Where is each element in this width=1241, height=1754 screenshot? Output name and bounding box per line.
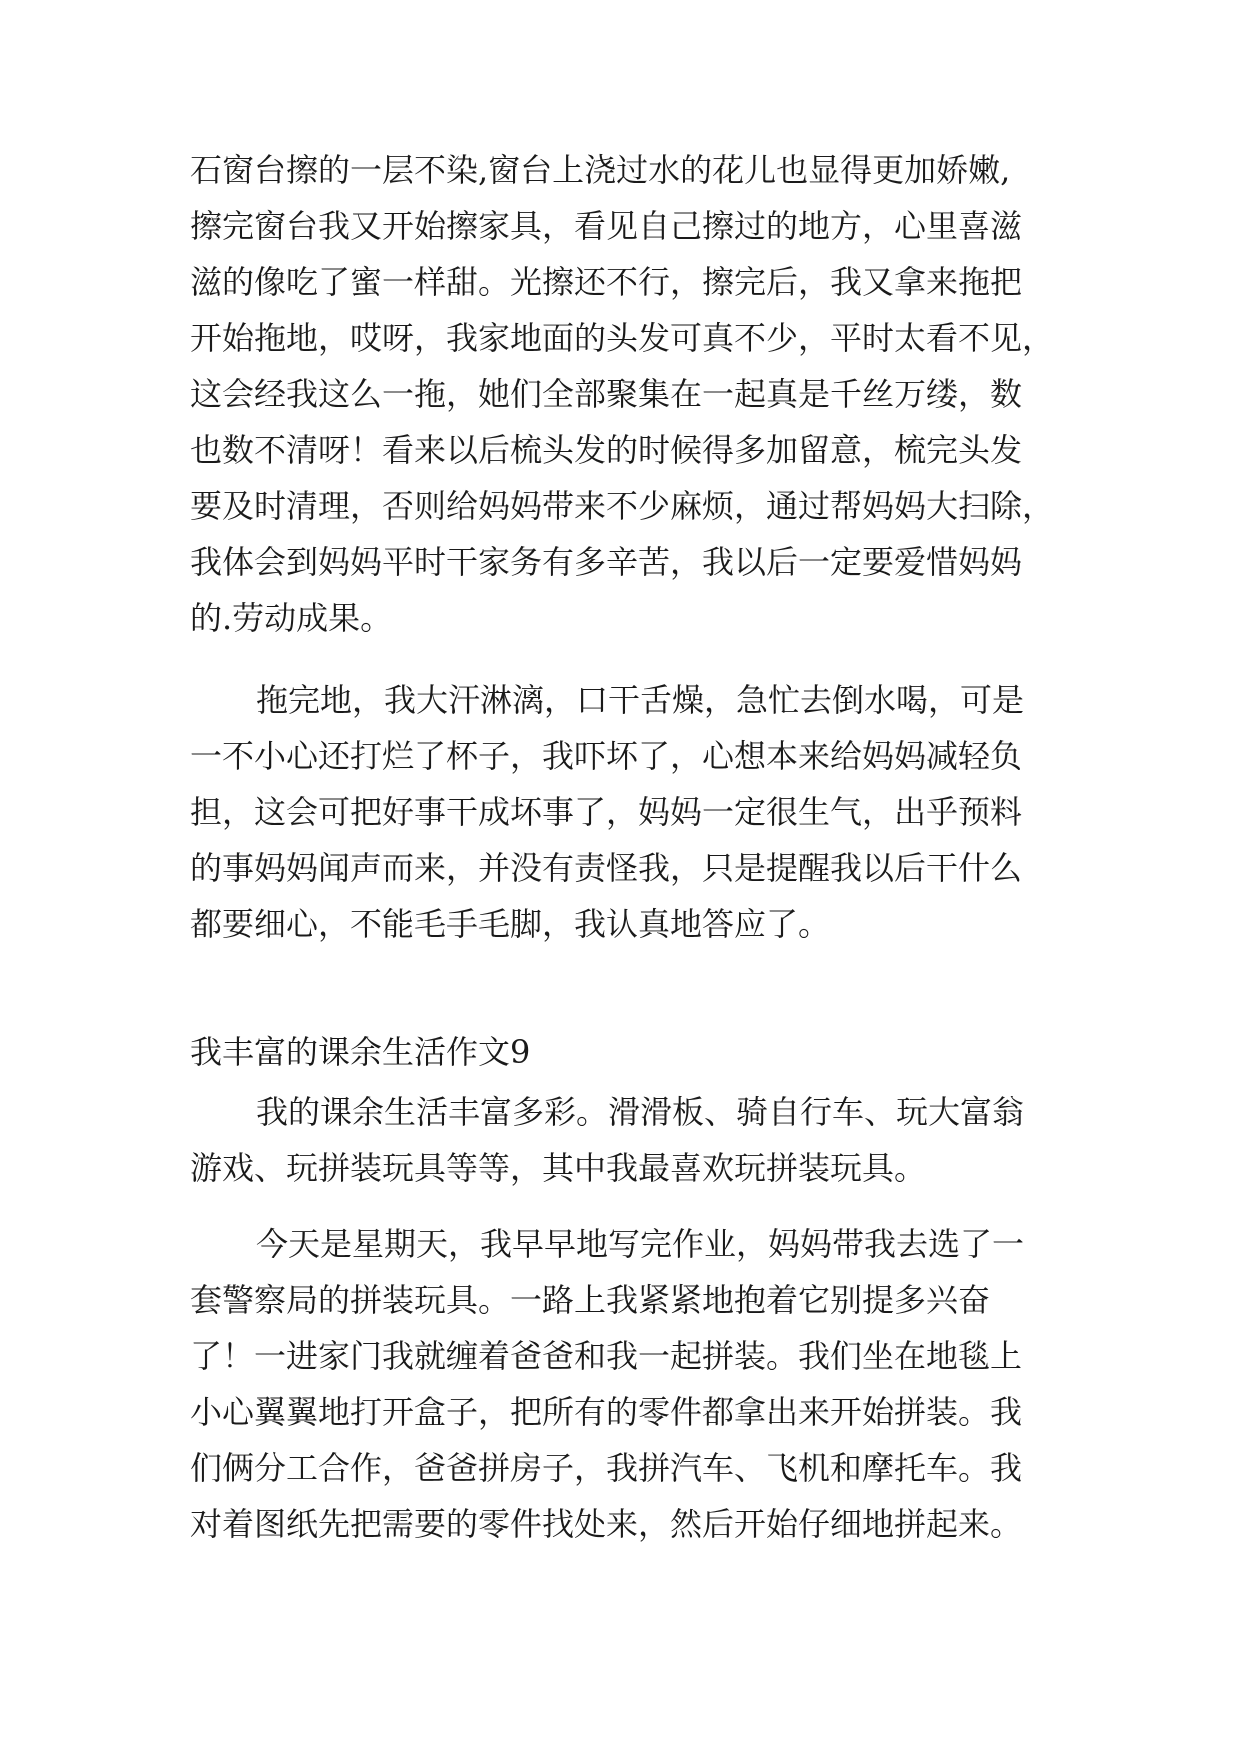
text-line: 拖完地，我大汗淋漓，口干舌燥，急忙去倒水喝，可是 (256, 681, 1025, 719)
text-line: 要及时清理，否则给妈妈带来不少麻烦，通过帮妈妈大扫除， (190, 487, 1055, 525)
section-heading: 我丰富的课余生活作文9 (190, 1033, 531, 1071)
text-line: 今天是星期天，我早早地写完作业，妈妈带我去选了一 (256, 1225, 1025, 1263)
text-line: 这会经我这么一拖，她们全部聚集在一起真是千丝万缕，数 (190, 375, 1023, 413)
text-line: 了！一进家门我就缠着爸爸和我一起拼装。我们坐在地毯上 (190, 1337, 1023, 1375)
text-line: 也数不清呀！看来以后梳头发的时候得多加留意，梳完头发 (190, 431, 1023, 469)
text-line: 小心翼翼地打开盒子，把所有的零件都拿出来开始拼装。我 (190, 1393, 1023, 1431)
text-line: 滋的像吃了蜜一样甜。光擦还不行，擦完后，我又拿来拖把 (190, 263, 1023, 301)
text-line: 我体会到妈妈平时干家务有多辛苦，我以后一定要爱惜妈妈 (190, 543, 1023, 581)
text-line: 套警察局的拼装玩具。一路上我紧紧地抱着它别提多兴奋 (190, 1281, 991, 1319)
text-line: 对着图纸先把需要的零件找处来，然后开始仔细地拼起来。 (190, 1505, 1023, 1543)
text-line: 石窗台擦的一层不染,窗台上浇过水的花儿也显得更加娇嫩, (190, 151, 1011, 189)
text-line: 我的课余生活丰富多彩。滑滑板、骑自行车、玩大富翁 (256, 1093, 1025, 1131)
text-line: 担，这会可把好事干成坏事了，妈妈一定很生气，出乎预料 (190, 793, 1023, 831)
text-line: 一不小心还打烂了杯子，我吓坏了，心想本来给妈妈减轻负 (190, 737, 1023, 775)
text-line: 们俩分工合作，爸爸拼房子，我拼汽车、飞机和摩托车。我 (190, 1449, 1023, 1487)
text-line: 的.劳动成果。 (190, 599, 393, 637)
text-line: 擦完窗台我又开始擦家具，看见自己擦过的地方，心里喜滋 (190, 207, 1023, 245)
text-line: 游戏、玩拼装玩具等等，其中我最喜欢玩拼装玩具。 (190, 1149, 927, 1187)
text-line: 开始拖地，哎呀，我家地面的头发可真不少，平时太看不见， (190, 319, 1055, 357)
text-line: 的事妈妈闻声而来，并没有责怪我，只是提醒我以后干什么 (190, 849, 1023, 887)
text-line: 都要细心，不能毛手毛脚，我认真地答应了。 (190, 905, 831, 943)
